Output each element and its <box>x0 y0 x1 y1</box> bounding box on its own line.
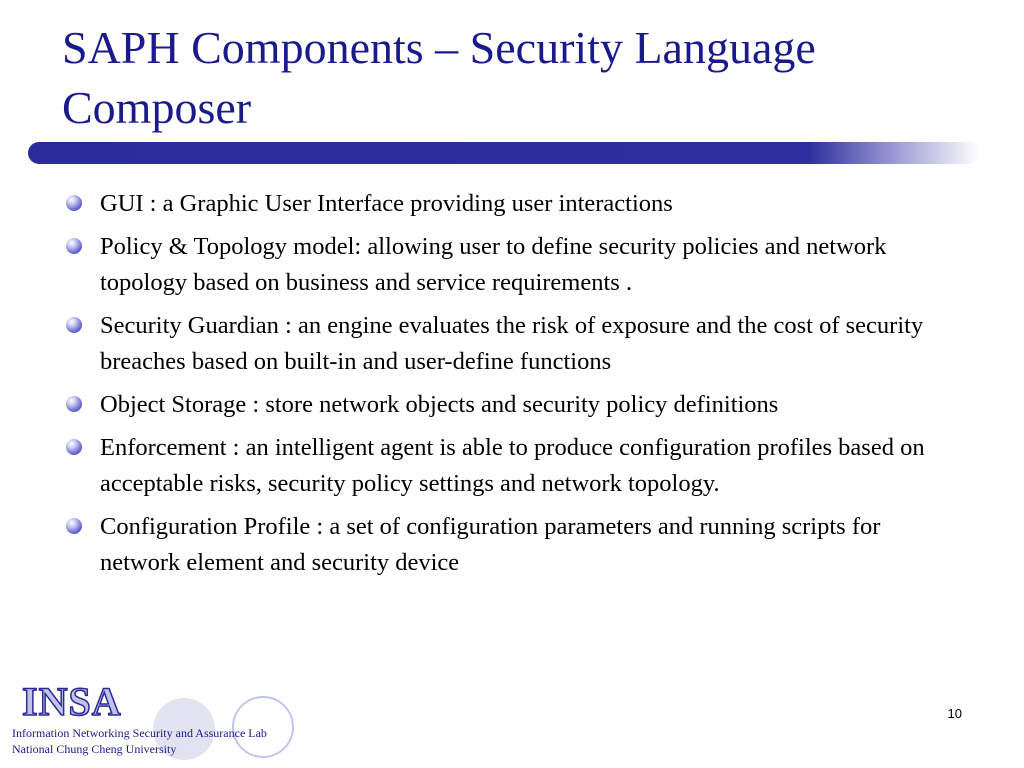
bullet-text: Object Storage : store network objects and security policy definitions <box>100 391 779 418</box>
bullet-list <box>64 186 964 588</box>
bullet-item-object-storage <box>64 387 964 423</box>
bullet-dot-icon <box>66 238 82 254</box>
title-underline-bar <box>28 142 980 164</box>
bullet-text: Configuration Profile : a set of configuration parameters and running scripts for network element and security device <box>100 513 881 576</box>
bullet-item-enforcement <box>64 430 964 502</box>
bullet-dot-icon <box>66 317 82 333</box>
lab-name: Information Networking Security and Assurance Lab <box>12 726 267 740</box>
bullet-text: Policy & Topology model: allowing user to define security policies and network topology based on business and service requirements . <box>100 233 887 296</box>
bullet-item-policy-topology <box>64 229 964 301</box>
bullet-item-gui <box>64 186 964 222</box>
bullet-item-configuration-profile <box>64 509 964 581</box>
university-name: National Chung Cheng University <box>12 742 177 756</box>
footer-logo <box>0 676 340 768</box>
insa-logo-text: INSA <box>22 679 122 724</box>
slide-title: SAPH Components – Security Language Composer <box>62 22 816 133</box>
bullet-dot-icon <box>66 439 82 455</box>
bullet-text: GUI : a Graphic User Interface providing user interactions <box>100 190 673 217</box>
bullet-item-security-guardian <box>64 308 964 380</box>
bullet-dot-icon <box>66 396 82 412</box>
bullet-dot-icon <box>66 518 82 534</box>
bullet-dot-icon <box>66 195 82 211</box>
bullet-text: Enforcement : an intelligent agent is able to produce configuration profiles based on acceptable risks, security policy settings and network topology. <box>100 434 925 497</box>
bullet-text: Security Guardian : an engine evaluates the risk of exposure and the cost of security breaches based on built-in and user-define functions <box>100 312 924 375</box>
page-number: 10 <box>947 706 962 721</box>
